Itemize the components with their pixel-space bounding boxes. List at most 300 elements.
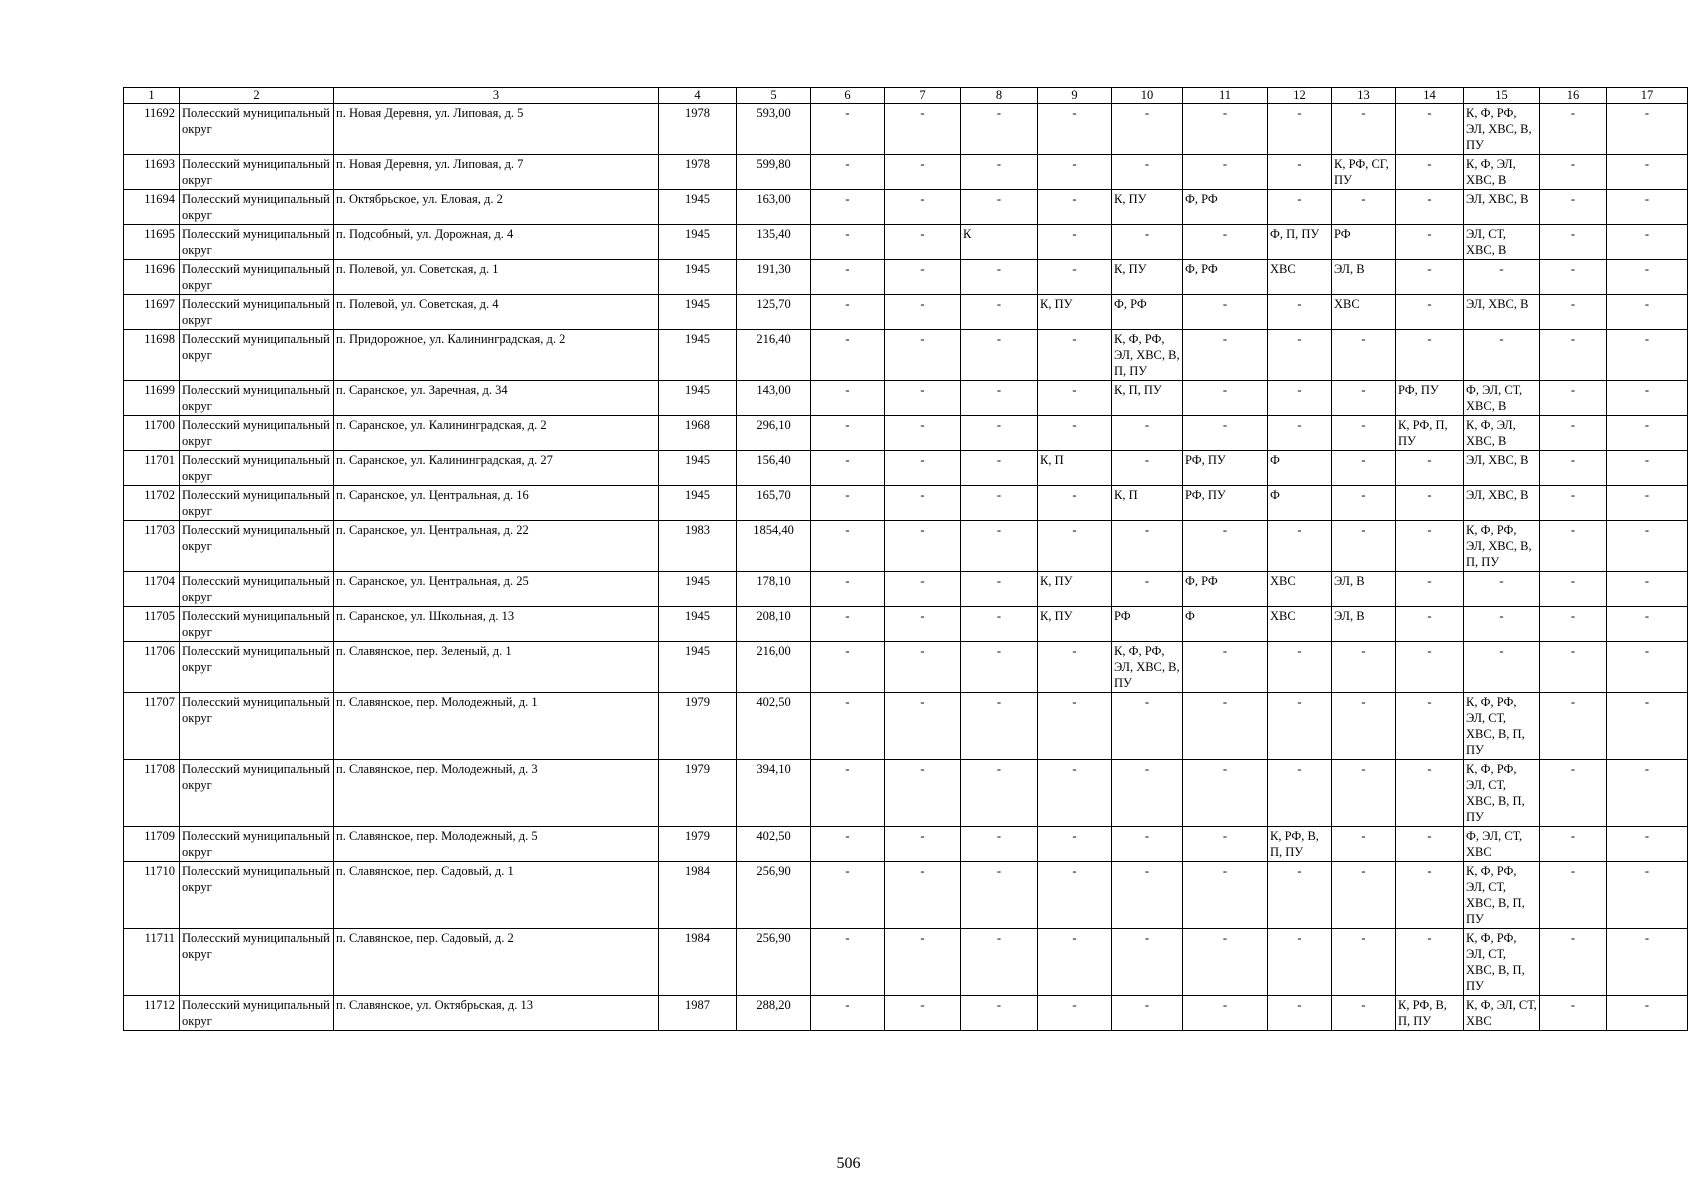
- table-cell-col-5: 256,90: [737, 929, 811, 996]
- table-cell-col-8: -: [961, 521, 1038, 572]
- table-cell-col-16: -: [1540, 104, 1607, 155]
- table-cell-col-10: Ф, РФ: [1112, 295, 1183, 330]
- column-number-header: 6: [811, 88, 885, 104]
- table-cell-col-1: 11703: [124, 521, 180, 572]
- column-number-header: 2: [180, 88, 334, 104]
- table-cell-col-7: -: [885, 693, 961, 760]
- table-cell-col-15: ЭЛ, СТ, ХВС, В: [1464, 225, 1540, 260]
- table-cell-col-3: п. Славянское, пер. Садовый, д. 2: [334, 929, 659, 996]
- table-row: [124, 330, 1688, 381]
- table-cell-col-8: -: [961, 642, 1038, 693]
- table-cell-col-14: -: [1396, 104, 1464, 155]
- table-cell-col-1: 11696: [124, 260, 180, 295]
- table-cell-col-16: -: [1540, 260, 1607, 295]
- table-cell-col-4: 1978: [659, 155, 737, 190]
- table-cell-col-5: 216,40: [737, 330, 811, 381]
- table-cell-col-2: Полесский муниципальный округ: [180, 827, 334, 862]
- table-cell-col-12: К, РФ, В, П, ПУ: [1268, 827, 1332, 862]
- table-row: [124, 295, 1688, 330]
- table-cell-col-16: -: [1540, 642, 1607, 693]
- table-cell-col-12: ХВС: [1268, 260, 1332, 295]
- table-cell-col-5: 256,90: [737, 862, 811, 929]
- table-cell-col-6: -: [811, 642, 885, 693]
- table-cell-col-1: 11707: [124, 693, 180, 760]
- table-cell-col-9: -: [1038, 260, 1112, 295]
- table-cell-col-17: -: [1607, 190, 1688, 225]
- table-cell-col-13: -: [1332, 381, 1396, 416]
- table-cell-col-15: К, Ф, ЭЛ, ХВС, В: [1464, 155, 1540, 190]
- table-cell-col-15: -: [1464, 642, 1540, 693]
- table-cell-col-9: -: [1038, 760, 1112, 827]
- table-cell-col-8: -: [961, 996, 1038, 1031]
- table-cell-col-2: Полесский муниципальный округ: [180, 996, 334, 1031]
- column-number-header: 9: [1038, 88, 1112, 104]
- table-cell-col-17: -: [1607, 416, 1688, 451]
- table-cell-col-12: Ф, П, ПУ: [1268, 225, 1332, 260]
- table-row: [124, 521, 1688, 572]
- table-row: [124, 693, 1688, 760]
- table-cell-col-15: К, Ф, РФ, ЭЛ, СТ, ХВС, В, П, ПУ: [1464, 693, 1540, 760]
- table-cell-col-16: -: [1540, 827, 1607, 862]
- table-cell-col-13: -: [1332, 330, 1396, 381]
- table-cell-col-13: -: [1332, 521, 1396, 572]
- table-row: [124, 572, 1688, 607]
- table-cell-col-8: -: [961, 155, 1038, 190]
- table-cell-col-16: -: [1540, 155, 1607, 190]
- table-cell-col-5: 208,10: [737, 607, 811, 642]
- table-cell-col-6: -: [811, 155, 885, 190]
- table-cell-col-9: -: [1038, 929, 1112, 996]
- table-cell-col-10: -: [1112, 451, 1183, 486]
- table-cell-col-5: 296,10: [737, 416, 811, 451]
- table-cell-col-6: -: [811, 607, 885, 642]
- table-cell-col-6: -: [811, 760, 885, 827]
- table-cell-col-4: 1979: [659, 693, 737, 760]
- table-cell-col-9: К, П: [1038, 451, 1112, 486]
- table-cell-col-8: -: [961, 381, 1038, 416]
- table-cell-col-10: К, Ф, РФ, ЭЛ, ХВС, В, ПУ: [1112, 642, 1183, 693]
- table-cell-col-17: -: [1607, 929, 1688, 996]
- table-cell-col-8: -: [961, 104, 1038, 155]
- table-cell-col-13: -: [1332, 190, 1396, 225]
- table-cell-col-9: -: [1038, 486, 1112, 521]
- table-cell-col-7: -: [885, 381, 961, 416]
- table-cell-col-16: -: [1540, 693, 1607, 760]
- table-cell-col-14: -: [1396, 642, 1464, 693]
- table-cell-col-11: -: [1183, 642, 1268, 693]
- table-cell-col-8: -: [961, 572, 1038, 607]
- table-cell-col-15: Ф, ЭЛ, СТ, ХВС, В: [1464, 381, 1540, 416]
- table-cell-col-8: К: [961, 225, 1038, 260]
- table-cell-col-10: -: [1112, 862, 1183, 929]
- table-cell-col-13: К, РФ, СГ, ПУ: [1332, 155, 1396, 190]
- table-cell-col-13: -: [1332, 693, 1396, 760]
- register-table: [123, 87, 1688, 1031]
- column-number-header: 17: [1607, 88, 1688, 104]
- table-cell-col-14: -: [1396, 862, 1464, 929]
- table-cell-col-17: -: [1607, 486, 1688, 521]
- table-cell-col-1: 11694: [124, 190, 180, 225]
- table-cell-col-4: 1945: [659, 572, 737, 607]
- table-cell-col-14: К, РФ, П, ПУ: [1396, 416, 1464, 451]
- table-cell-col-14: -: [1396, 295, 1464, 330]
- table-cell-col-10: -: [1112, 827, 1183, 862]
- table-row: [124, 104, 1688, 155]
- table-row: [124, 451, 1688, 486]
- table-cell-col-11: -: [1183, 155, 1268, 190]
- table-cell-col-11: Ф, РФ: [1183, 572, 1268, 607]
- table-cell-col-13: ХВС: [1332, 295, 1396, 330]
- table-cell-col-11: Ф, РФ: [1183, 260, 1268, 295]
- table-cell-col-13: РФ: [1332, 225, 1396, 260]
- table-cell-col-14: -: [1396, 929, 1464, 996]
- table-row: [124, 486, 1688, 521]
- table-cell-col-11: -: [1183, 929, 1268, 996]
- table-cell-col-13: -: [1332, 486, 1396, 521]
- table-cell-col-13: -: [1332, 642, 1396, 693]
- table-cell-col-16: -: [1540, 295, 1607, 330]
- table-row: [124, 827, 1688, 862]
- table-cell-col-6: -: [811, 827, 885, 862]
- table-cell-col-12: -: [1268, 996, 1332, 1031]
- table-cell-col-7: -: [885, 572, 961, 607]
- table-cell-col-4: 1979: [659, 827, 737, 862]
- table-cell-col-15: ЭЛ, ХВС, В: [1464, 486, 1540, 521]
- table-row: [124, 190, 1688, 225]
- table-cell-col-10: -: [1112, 693, 1183, 760]
- table-cell-col-14: РФ, ПУ: [1396, 381, 1464, 416]
- table-cell-col-15: ЭЛ, ХВС, В: [1464, 190, 1540, 225]
- table-cell-col-13: ЭЛ, В: [1332, 607, 1396, 642]
- table-row: [124, 155, 1688, 190]
- table-cell-col-3: п. Полевой, ул. Советская, д. 4: [334, 295, 659, 330]
- table-cell-col-5: 402,50: [737, 827, 811, 862]
- table-cell-col-7: -: [885, 295, 961, 330]
- column-number-header: 14: [1396, 88, 1464, 104]
- table-cell-col-9: -: [1038, 330, 1112, 381]
- table-cell-col-1: 11705: [124, 607, 180, 642]
- table-cell-col-15: -: [1464, 330, 1540, 381]
- table-cell-col-1: 11709: [124, 827, 180, 862]
- table-cell-col-9: -: [1038, 381, 1112, 416]
- table-cell-col-3: п. Саранское, ул. Центральная, д. 16: [334, 486, 659, 521]
- table-row: [124, 996, 1688, 1031]
- table-cell-col-10: К, ПУ: [1112, 260, 1183, 295]
- table-cell-col-1: 11699: [124, 381, 180, 416]
- table-cell-col-8: -: [961, 190, 1038, 225]
- table-cell-col-1: 11693: [124, 155, 180, 190]
- table-cell-col-9: -: [1038, 521, 1112, 572]
- table-cell-col-1: 11708: [124, 760, 180, 827]
- table-cell-col-3: п. Славянское, пер. Молодежный, д. 3: [334, 760, 659, 827]
- table-cell-col-10: -: [1112, 572, 1183, 607]
- table-cell-col-10: К, П, ПУ: [1112, 381, 1183, 416]
- table-cell-col-3: п. Полевой, ул. Советская, д. 1: [334, 260, 659, 295]
- table-cell-col-7: -: [885, 607, 961, 642]
- table-cell-col-2: Полесский муниципальный округ: [180, 521, 334, 572]
- table-cell-col-12: -: [1268, 295, 1332, 330]
- table-cell-col-8: -: [961, 862, 1038, 929]
- table-cell-col-8: -: [961, 929, 1038, 996]
- table-cell-col-3: п. Октябрьское, ул. Еловая, д. 2: [334, 190, 659, 225]
- table-cell-col-15: К, Ф, РФ, ЭЛ, СТ, ХВС, В, П, ПУ: [1464, 862, 1540, 929]
- table-cell-col-3: п. Славянское, ул. Октябрьская, д. 13: [334, 996, 659, 1031]
- table-cell-col-13: -: [1332, 827, 1396, 862]
- column-number-header: 4: [659, 88, 737, 104]
- table-cell-col-13: -: [1332, 929, 1396, 996]
- table-body: [124, 104, 1688, 1031]
- table-cell-col-1: 11697: [124, 295, 180, 330]
- table-cell-col-6: -: [811, 486, 885, 521]
- table-cell-col-1: 11698: [124, 330, 180, 381]
- column-number-header: 16: [1540, 88, 1607, 104]
- table-cell-col-15: -: [1464, 607, 1540, 642]
- table-cell-col-3: п. Придорожное, ул. Калининградская, д. 2: [334, 330, 659, 381]
- table-cell-col-11: -: [1183, 225, 1268, 260]
- table-cell-col-11: Ф, РФ: [1183, 190, 1268, 225]
- table-cell-col-8: -: [961, 827, 1038, 862]
- table-cell-col-13: -: [1332, 996, 1396, 1031]
- table-cell-col-3: п. Саранское, ул. Центральная, д. 22: [334, 521, 659, 572]
- table-cell-col-4: 1984: [659, 862, 737, 929]
- table-cell-col-9: К, ПУ: [1038, 295, 1112, 330]
- table-cell-col-4: 1945: [659, 330, 737, 381]
- table-row: [124, 929, 1688, 996]
- table-cell-col-9: -: [1038, 190, 1112, 225]
- table-cell-col-12: -: [1268, 155, 1332, 190]
- table-cell-col-15: Ф, ЭЛ, СТ, ХВС: [1464, 827, 1540, 862]
- table-cell-col-11: -: [1183, 827, 1268, 862]
- column-number-header: 1: [124, 88, 180, 104]
- table-cell-col-2: Полесский муниципальный округ: [180, 330, 334, 381]
- table-cell-col-1: 11700: [124, 416, 180, 451]
- table-cell-col-11: -: [1183, 693, 1268, 760]
- column-number-header: 11: [1183, 88, 1268, 104]
- table-cell-col-14: -: [1396, 760, 1464, 827]
- table-cell-col-4: 1945: [659, 607, 737, 642]
- table-cell-col-6: -: [811, 260, 885, 295]
- table-cell-col-2: Полесский муниципальный округ: [180, 104, 334, 155]
- column-number-header: 3: [334, 88, 659, 104]
- table-cell-col-1: 11701: [124, 451, 180, 486]
- table-cell-col-7: -: [885, 996, 961, 1031]
- table-cell-col-15: К, Ф, РФ, ЭЛ, ХВС, В, ПУ: [1464, 104, 1540, 155]
- table-cell-col-2: Полесский муниципальный округ: [180, 295, 334, 330]
- table-cell-col-10: -: [1112, 104, 1183, 155]
- table-cell-col-2: Полесский муниципальный округ: [180, 225, 334, 260]
- table-row: [124, 607, 1688, 642]
- table-cell-col-11: -: [1183, 416, 1268, 451]
- table-cell-col-15: ЭЛ, ХВС, В: [1464, 295, 1540, 330]
- table-cell-col-2: Полесский муниципальный округ: [180, 381, 334, 416]
- table-cell-col-17: -: [1607, 260, 1688, 295]
- table-cell-col-7: -: [885, 330, 961, 381]
- table-cell-col-3: п. Саранское, ул. Калининградская, д. 2: [334, 416, 659, 451]
- column-number-row: [124, 88, 1688, 104]
- table-cell-col-10: К, Ф, РФ, ЭЛ, ХВС, В, П, ПУ: [1112, 330, 1183, 381]
- table-cell-col-5: 163,00: [737, 190, 811, 225]
- column-number-header: 7: [885, 88, 961, 104]
- table-cell-col-11: -: [1183, 760, 1268, 827]
- table-cell-col-10: К, П: [1112, 486, 1183, 521]
- table-cell-col-5: 143,00: [737, 381, 811, 416]
- table-cell-col-14: -: [1396, 190, 1464, 225]
- table-cell-col-12: -: [1268, 416, 1332, 451]
- table-cell-col-14: -: [1396, 155, 1464, 190]
- table-cell-col-12: -: [1268, 330, 1332, 381]
- table-cell-col-3: п. Славянское, пер. Зеленый, д. 1: [334, 642, 659, 693]
- table-cell-col-12: -: [1268, 929, 1332, 996]
- page-number: 506: [836, 1155, 861, 1172]
- table-cell-col-16: -: [1540, 862, 1607, 929]
- table-cell-col-13: ЭЛ, В: [1332, 572, 1396, 607]
- table-cell-col-14: -: [1396, 451, 1464, 486]
- table-cell-col-2: Полесский муниципальный округ: [180, 572, 334, 607]
- table-cell-col-11: -: [1183, 104, 1268, 155]
- table-cell-col-7: -: [885, 104, 961, 155]
- table-cell-col-15: К, Ф, РФ, ЭЛ, СТ, ХВС, В, П, ПУ: [1464, 929, 1540, 996]
- table-cell-col-2: Полесский муниципальный округ: [180, 693, 334, 760]
- table-cell-col-2: Полесский муниципальный округ: [180, 190, 334, 225]
- table-cell-col-13: ЭЛ, В: [1332, 260, 1396, 295]
- table-cell-col-14: -: [1396, 486, 1464, 521]
- table-cell-col-6: -: [811, 572, 885, 607]
- table-cell-col-11: -: [1183, 295, 1268, 330]
- table-cell-col-16: -: [1540, 330, 1607, 381]
- table-cell-col-7: -: [885, 416, 961, 451]
- table-cell-col-6: -: [811, 416, 885, 451]
- table-cell-col-2: Полесский муниципальный округ: [180, 451, 334, 486]
- table-cell-col-7: -: [885, 225, 961, 260]
- table-cell-col-17: -: [1607, 996, 1688, 1031]
- table-cell-col-1: 11695: [124, 225, 180, 260]
- table-cell-col-4: 1979: [659, 760, 737, 827]
- table-cell-col-10: -: [1112, 996, 1183, 1031]
- table-cell-col-1: 11692: [124, 104, 180, 155]
- table-cell-col-5: 394,10: [737, 760, 811, 827]
- table-cell-col-6: -: [811, 929, 885, 996]
- table-cell-col-6: -: [811, 330, 885, 381]
- table-cell-col-12: Ф: [1268, 451, 1332, 486]
- table-cell-col-3: п. Подсобный, ул. Дорожная, д. 4: [334, 225, 659, 260]
- table-cell-col-5: 1854,40: [737, 521, 811, 572]
- table-cell-col-13: -: [1332, 862, 1396, 929]
- table-cell-col-3: п. Саранское, ул. Калининградская, д. 27: [334, 451, 659, 486]
- column-number-header: 8: [961, 88, 1038, 104]
- table-cell-col-4: 1945: [659, 190, 737, 225]
- table-row: [124, 225, 1688, 260]
- table-row: [124, 416, 1688, 451]
- table-cell-col-16: -: [1540, 760, 1607, 827]
- table-row: [124, 760, 1688, 827]
- table-cell-col-11: Ф: [1183, 607, 1268, 642]
- table-cell-col-17: -: [1607, 693, 1688, 760]
- column-number-header: 15: [1464, 88, 1540, 104]
- table-cell-col-6: -: [811, 862, 885, 929]
- table-cell-col-9: -: [1038, 104, 1112, 155]
- table-cell-col-2: Полесский муниципальный округ: [180, 416, 334, 451]
- table-cell-col-6: -: [811, 693, 885, 760]
- table-cell-col-6: -: [811, 104, 885, 155]
- table-cell-col-12: -: [1268, 381, 1332, 416]
- table-cell-col-17: -: [1607, 104, 1688, 155]
- table-cell-col-4: 1984: [659, 929, 737, 996]
- table-cell-col-5: 156,40: [737, 451, 811, 486]
- table-cell-col-5: 135,40: [737, 225, 811, 260]
- table-cell-col-11: -: [1183, 862, 1268, 929]
- table-cell-col-8: -: [961, 260, 1038, 295]
- table-cell-col-1: 11704: [124, 572, 180, 607]
- table-cell-col-11: РФ, ПУ: [1183, 486, 1268, 521]
- table-cell-col-12: -: [1268, 104, 1332, 155]
- table-cell-col-8: -: [961, 760, 1038, 827]
- table-cell-col-5: 165,70: [737, 486, 811, 521]
- table-cell-col-2: Полесский муниципальный округ: [180, 760, 334, 827]
- table-cell-col-14: -: [1396, 521, 1464, 572]
- table-cell-col-6: -: [811, 381, 885, 416]
- column-number-header: 5: [737, 88, 811, 104]
- table-row: [124, 260, 1688, 295]
- table-cell-col-11: -: [1183, 330, 1268, 381]
- table-cell-col-17: -: [1607, 295, 1688, 330]
- table-cell-col-8: -: [961, 607, 1038, 642]
- table-cell-col-16: -: [1540, 451, 1607, 486]
- table-cell-col-7: -: [885, 521, 961, 572]
- table-cell-col-9: -: [1038, 642, 1112, 693]
- table-cell-col-2: Полесский муниципальный округ: [180, 260, 334, 295]
- table-cell-col-9: -: [1038, 862, 1112, 929]
- table-cell-col-6: -: [811, 225, 885, 260]
- table-cell-col-17: -: [1607, 607, 1688, 642]
- table-cell-col-10: К, ПУ: [1112, 190, 1183, 225]
- table-cell-col-15: -: [1464, 572, 1540, 607]
- table-cell-col-17: -: [1607, 451, 1688, 486]
- table-cell-col-2: Полесский муниципальный округ: [180, 155, 334, 190]
- table-cell-col-3: п. Славянское, пер. Молодежный, д. 5: [334, 827, 659, 862]
- table-cell-col-12: -: [1268, 693, 1332, 760]
- column-number-header: 12: [1268, 88, 1332, 104]
- table-cell-col-12: Ф: [1268, 486, 1332, 521]
- table-cell-col-16: -: [1540, 607, 1607, 642]
- table-cell-col-7: -: [885, 260, 961, 295]
- table-cell-col-13: -: [1332, 104, 1396, 155]
- table-cell-col-17: -: [1607, 521, 1688, 572]
- table-cell-col-14: К, РФ, В, П, ПУ: [1396, 996, 1464, 1031]
- table-cell-col-4: 1945: [659, 642, 737, 693]
- table-row: [124, 642, 1688, 693]
- table-cell-col-14: -: [1396, 607, 1464, 642]
- table-cell-col-7: -: [885, 862, 961, 929]
- table-cell-col-14: -: [1396, 260, 1464, 295]
- table-cell-col-5: 191,30: [737, 260, 811, 295]
- table-cell-col-5: 593,00: [737, 104, 811, 155]
- table-cell-col-15: -: [1464, 260, 1540, 295]
- table-cell-col-10: -: [1112, 760, 1183, 827]
- table-cell-col-4: 1945: [659, 486, 737, 521]
- table-cell-col-11: -: [1183, 381, 1268, 416]
- table-row: [124, 862, 1688, 929]
- table-cell-col-14: -: [1396, 572, 1464, 607]
- table-cell-col-4: 1945: [659, 451, 737, 486]
- table-cell-col-10: -: [1112, 929, 1183, 996]
- table-cell-col-7: -: [885, 760, 961, 827]
- table-cell-col-9: -: [1038, 693, 1112, 760]
- table-cell-col-7: -: [885, 190, 961, 225]
- table-cell-col-15: ЭЛ, ХВС, В: [1464, 451, 1540, 486]
- table-cell-col-11: -: [1183, 521, 1268, 572]
- table-cell-col-12: -: [1268, 521, 1332, 572]
- table-cell-col-4: 1978: [659, 104, 737, 155]
